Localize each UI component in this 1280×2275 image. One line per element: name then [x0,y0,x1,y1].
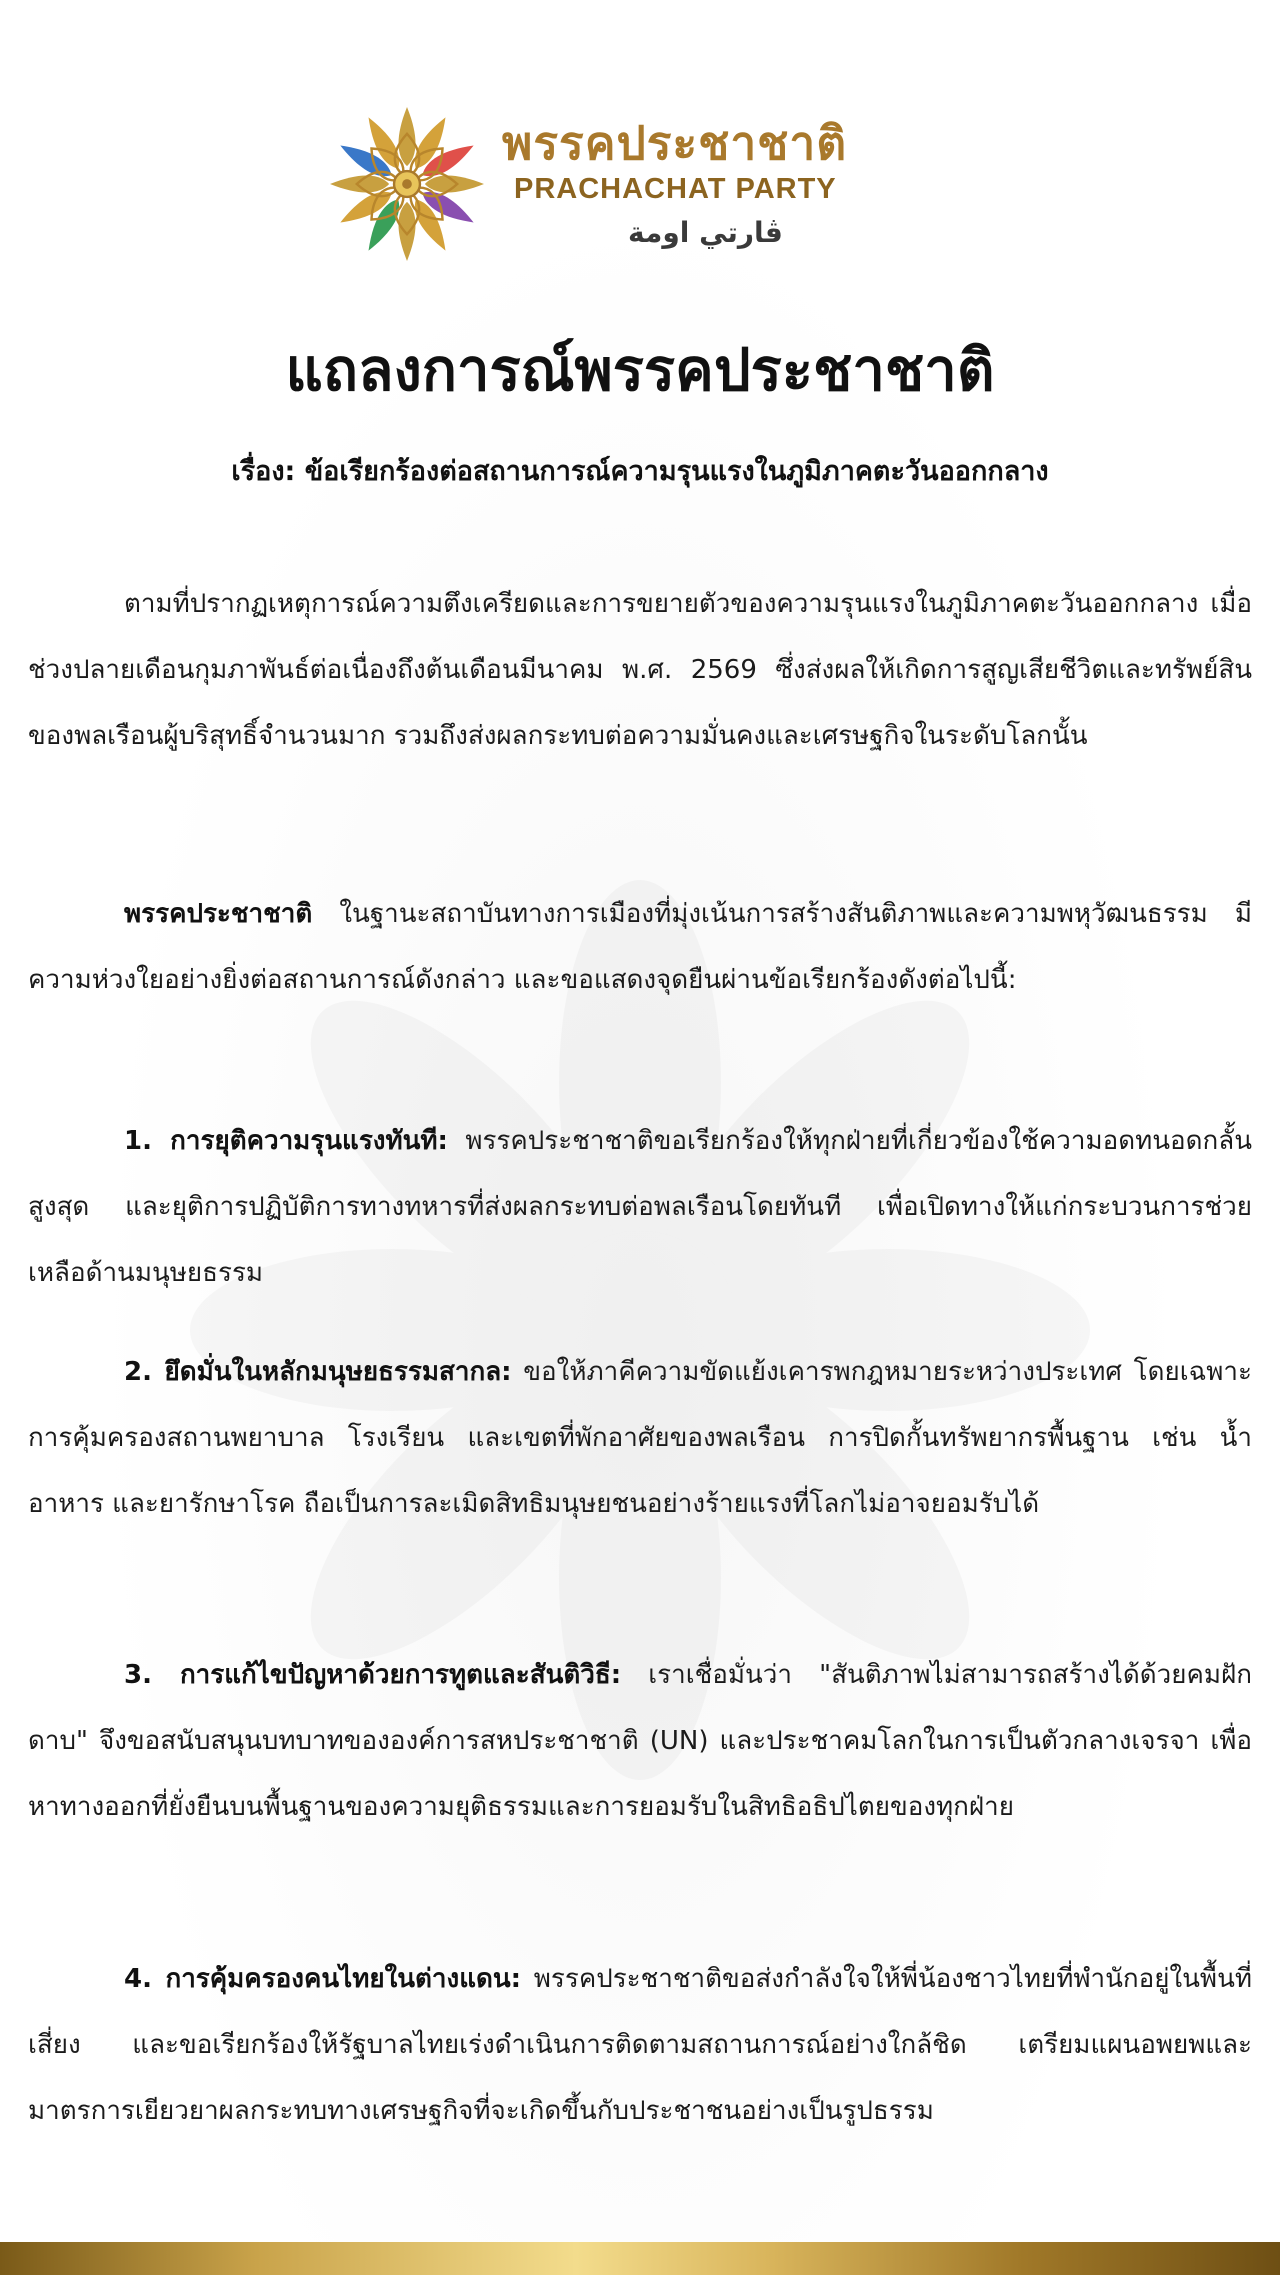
demand-item-1 [28,1108,1252,1306]
demand-2-text: ขอให้ภาคีความขัดแย้งเคารพกฎหมายระหว่างประเทศ โดยเฉพาะการคุ้มครองสถานพยาบาล โรงเรียน และเขตที่พักอาศัยของพลเรือน การปิดกั้นทรัพยากรพื้นฐาน เช่น น้ำ อาหาร และยารักษาโรค ถือเป็นการละเมิดสิทธิมนุษยชนอย่างร้ายแรงที่โลกไม่อาจยอมรับได้ [28,1357,1252,1519]
demand-1-heading: 1. การยุติความรุนแรงทันที: [124,1126,448,1156]
lotus-emblem-icon [326,103,488,265]
demand-1-text: พรรคประชาชาติขอเรียกร้องให้ทุกฝ่ายที่เกี่ยวข้องใช้ความอดทนอดกลั้นสูงสุด และยุติการปฏิบัติการทางทหารที่ส่งผลกระทบต่อพลเรือนโดยทันที เพื่อเปิดทางให้แก่กระบวนการช่วยเหลือด้านมนุษยธรรม [28,1126,1252,1288]
demand-4-heading: 4. การคุ้มครองคนไทยในต่างแดน: [124,1964,522,1994]
demand-3-heading: 3. การแก้ไขปัญหาด้วยการทูตและสันติวิธี: [124,1660,622,1690]
position-paragraph [28,881,1252,1013]
party-header [0,95,1280,275]
intro-text: ตามที่ปรากฏเหตุการณ์ความตึงเครียดและการขยายตัวของความรุนแรงในภูมิภาคตะวันออกกลาง เมื่อช่วงปลายเดือนกุมภาพันธ์ต่อเนื่องถึงต้นเดือนมีนาคม พ.ศ. 2569 ซึ่งส่งผลให้เกิดการสูญเสียชีวิตและทรัพย์สินของพลเรือนผู้บริสุทธิ์จำนวนมาก รวมถึงส่งผลกระทบต่อความมั่นคงและเศรษฐกิจในระดับโลกนั้น [28,589,1252,751]
gold-footer-strip [0,2242,1280,2275]
statement-subject: เรื่อง: ข้อเรียกร้องต่อสถานการณ์ความรุนแรงในภูมิภาคตะวันออกกลาง [231,456,1049,487]
demand-4-text: พรรคประชาชาติขอส่งกำลังใจให้พี่น้องชาวไทยที่พำนักอยู่ในพื้นที่เสี่ยง และขอเรียกร้องให้รัฐบาลไทยเร่งดำเนินการติดตามสถานการณ์อย่างใกล้ชิด เตรียมแผนอพยพและมาตรการเยียวยาผลกระทบทางเศรษฐกิจที่จะเกิดขึ้นกับประชาชนอย่างเป็นรูปธรรม [28,1964,1252,2126]
demand-2-heading: 2. ยึดมั่นในหลักมนุษยธรรมสากล: [124,1357,512,1387]
brand-name-english: PRACHACHAT PARTY [514,173,837,205]
position-text: ในฐานะสถาบันทางการเมืองที่มุ่งเน้นการสร้างสันติภาพและความพหุวัฒนธรรม มีความห่วงใยอย่างยิ่งต่อสถานการณ์ดังกล่าว และขอแสดงจุดยืนผ่านข้อเรียกร้องดังต่อไปนี้: [28,899,1252,995]
demand-item-3 [28,1642,1252,1840]
intro-paragraph [28,571,1252,769]
demand-item-4 [28,1946,1252,2144]
party-name-bold: พรรคประชาชาติ [124,899,313,929]
brand-name-thai: พรรคประชาชาติ [502,116,848,170]
demand-3-text: เราเชื่อมั่นว่า "สันติภาพไม่สามารถสร้างได้ด้วยคมฝักดาบ" จึงขอสนับสนุนบทบาทขององค์การสหประชาชาติ (UN) และประชาคมโลกในการเป็นตัวกลางเจรจา เพื่อหาทางออกที่ยั่งยืนบนพื้นฐานของความยุติธรรมและการยอมรับในสิทธิอธิปไตยของทุกฝ่าย [28,1660,1252,1822]
demand-item-2 [28,1339,1252,1537]
statement-title: แถลงการณ์พรรคประชาชาติ [285,336,995,404]
brand-name-arabic: ڤارتي اومة [628,216,783,249]
